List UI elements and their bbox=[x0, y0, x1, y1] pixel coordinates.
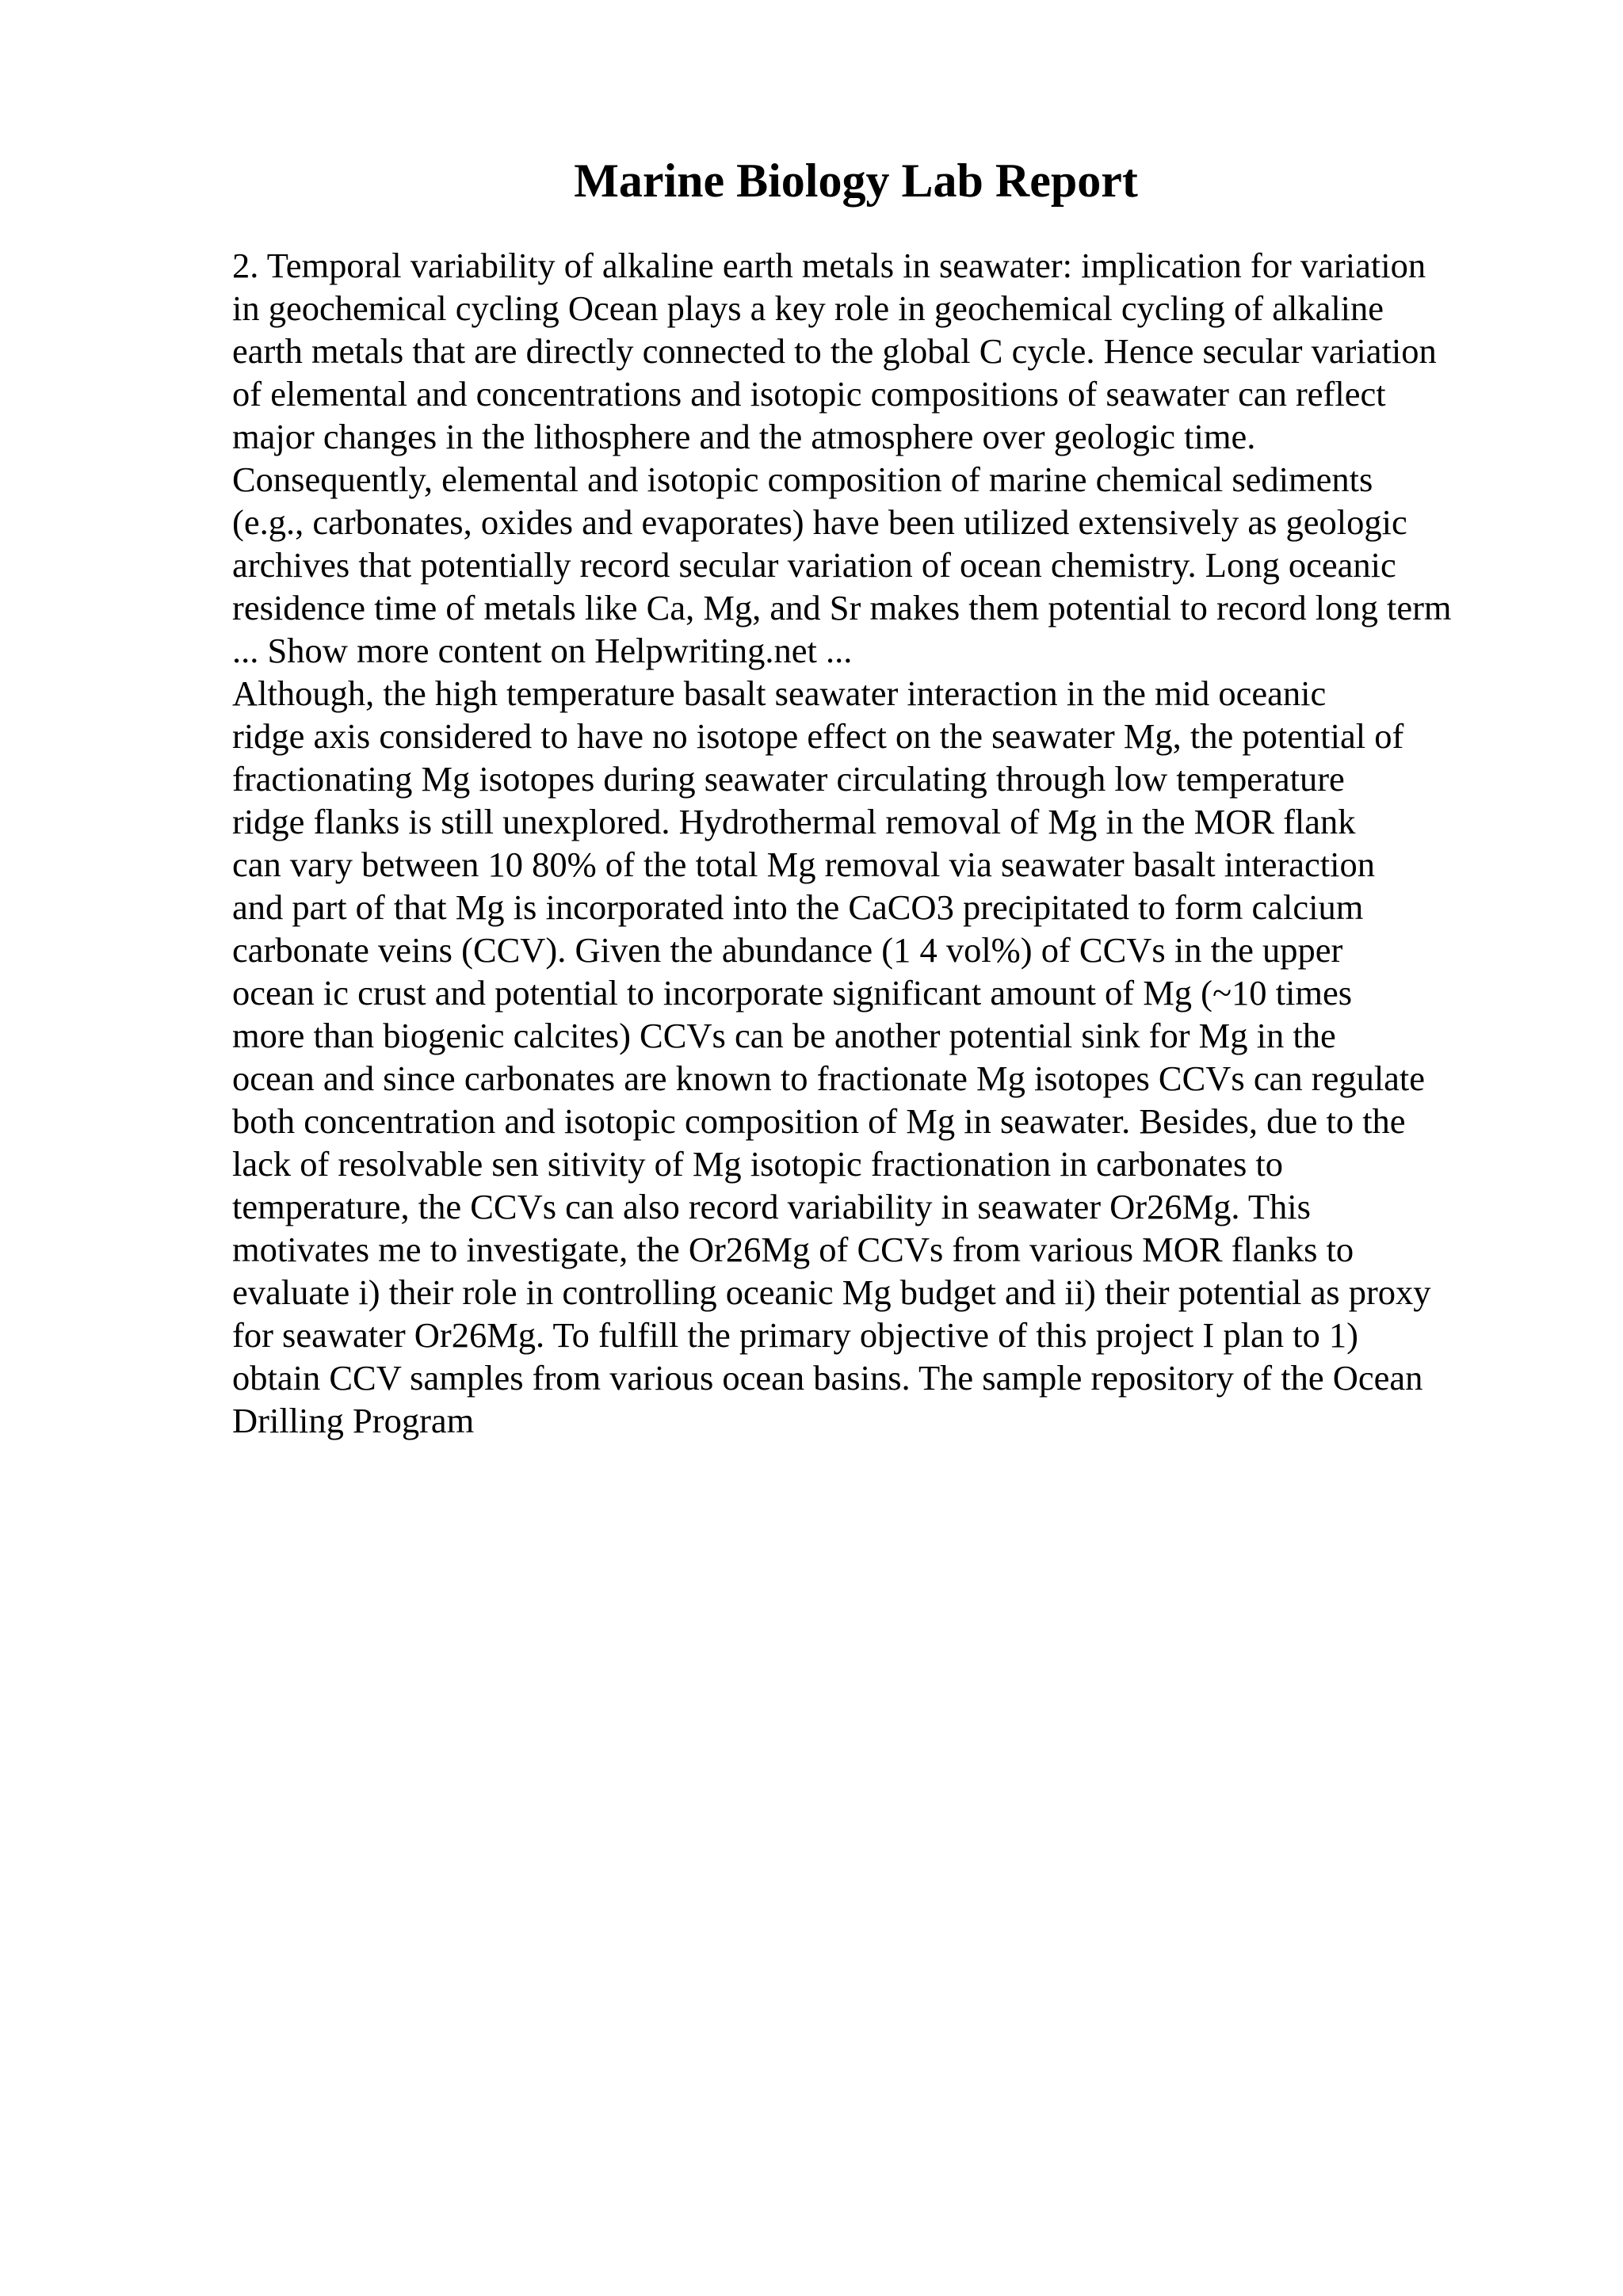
text-line: of elemental and concentrations and isotopic compositions of seawater can reflect bbox=[232, 374, 1386, 414]
text-line: ridge axis considered to have no isotope effect on the seawater Mg, the potential of bbox=[232, 716, 1404, 756]
text-line: and part of that Mg is incorporated into the CaCO3 precipitated to form calcium bbox=[232, 887, 1364, 927]
text-line: in geochemical cycling Ocean plays a key role in geochemical cycling of alkaline bbox=[232, 288, 1384, 328]
text-line: carbonate veins (CCV). Given the abundance (1 4 vol%) of CCVs in the upper bbox=[232, 930, 1343, 970]
text-line: ocean and since carbonates are known to fractionate Mg isotopes CCVs can regulate bbox=[232, 1058, 1426, 1098]
text-line: can vary between 10 80% of the total Mg removal via seawater basalt interaction bbox=[232, 845, 1375, 884]
document-body bbox=[232, 244, 1611, 1442]
text-line: (e.g., carbonates, oxides and evaporates) have been utilized extensively as geologic bbox=[232, 502, 1407, 542]
text-line: evaluate i) their role in controlling oceanic Mg budget and ii) their potential as proxy bbox=[232, 1272, 1431, 1312]
text-line: obtain CCV samples from various ocean basins. The sample repository of the Ocean bbox=[232, 1358, 1423, 1398]
text-line: temperature, the CCVs can also record variability in seawater Or26Mg. This bbox=[232, 1187, 1311, 1226]
text-line: Although, the high temperature basalt seawater interaction in the mid oceanic bbox=[232, 673, 1327, 713]
text-line: archives that potentially record secular variation of ocean chemistry. Long oceanic bbox=[232, 545, 1396, 585]
text-line: ocean ic crust and potential to incorporate significant amount of Mg (~10 times bbox=[232, 973, 1353, 1013]
text-line: Consequently, elemental and isotopic composition of marine chemical sediments bbox=[232, 460, 1373, 499]
text-line: motivates me to investigate, the Or26Mg of CCVs from various MOR flanks to bbox=[232, 1230, 1354, 1269]
text-line: lack of resolvable sen sitivity of Mg isotopic fractionation in carbonates to bbox=[232, 1144, 1284, 1184]
text-line: more than biogenic calcites) CCVs can be another potential sink for Mg in the bbox=[232, 1016, 1336, 1055]
text-line: both concentration and isotopic composition of Mg in seawater. Besides, due to the bbox=[232, 1101, 1406, 1141]
text-line: major changes in the lithosphere and the atmosphere over geologic time. bbox=[232, 417, 1256, 456]
text-line: 2. Temporal variability of alkaline earth metals in seawater: implication for variation bbox=[232, 246, 1426, 285]
text-line: Drilling Program bbox=[232, 1401, 475, 1440]
text-line: earth metals that are directly connected to the global C cycle. Hence secular variation bbox=[232, 331, 1437, 371]
text-line: residence time of metals like Ca, Mg, and Sr makes them potential to record long term bbox=[232, 588, 1452, 627]
text-line: ridge flanks is still unexplored. Hydrothermal removal of Mg in the MOR flank bbox=[232, 802, 1356, 841]
text-line: for seawater Or26Mg. To fulfill the primary objective of this project I plan to 1) bbox=[232, 1315, 1358, 1355]
text-line: fractionating Mg isotopes during seawater circulating through low temperature bbox=[232, 759, 1345, 799]
document-title: Marine Biology Lab Report bbox=[574, 154, 1138, 207]
show-more-link[interactable]: ... Show more content on Helpwriting.net ... bbox=[232, 631, 853, 670]
